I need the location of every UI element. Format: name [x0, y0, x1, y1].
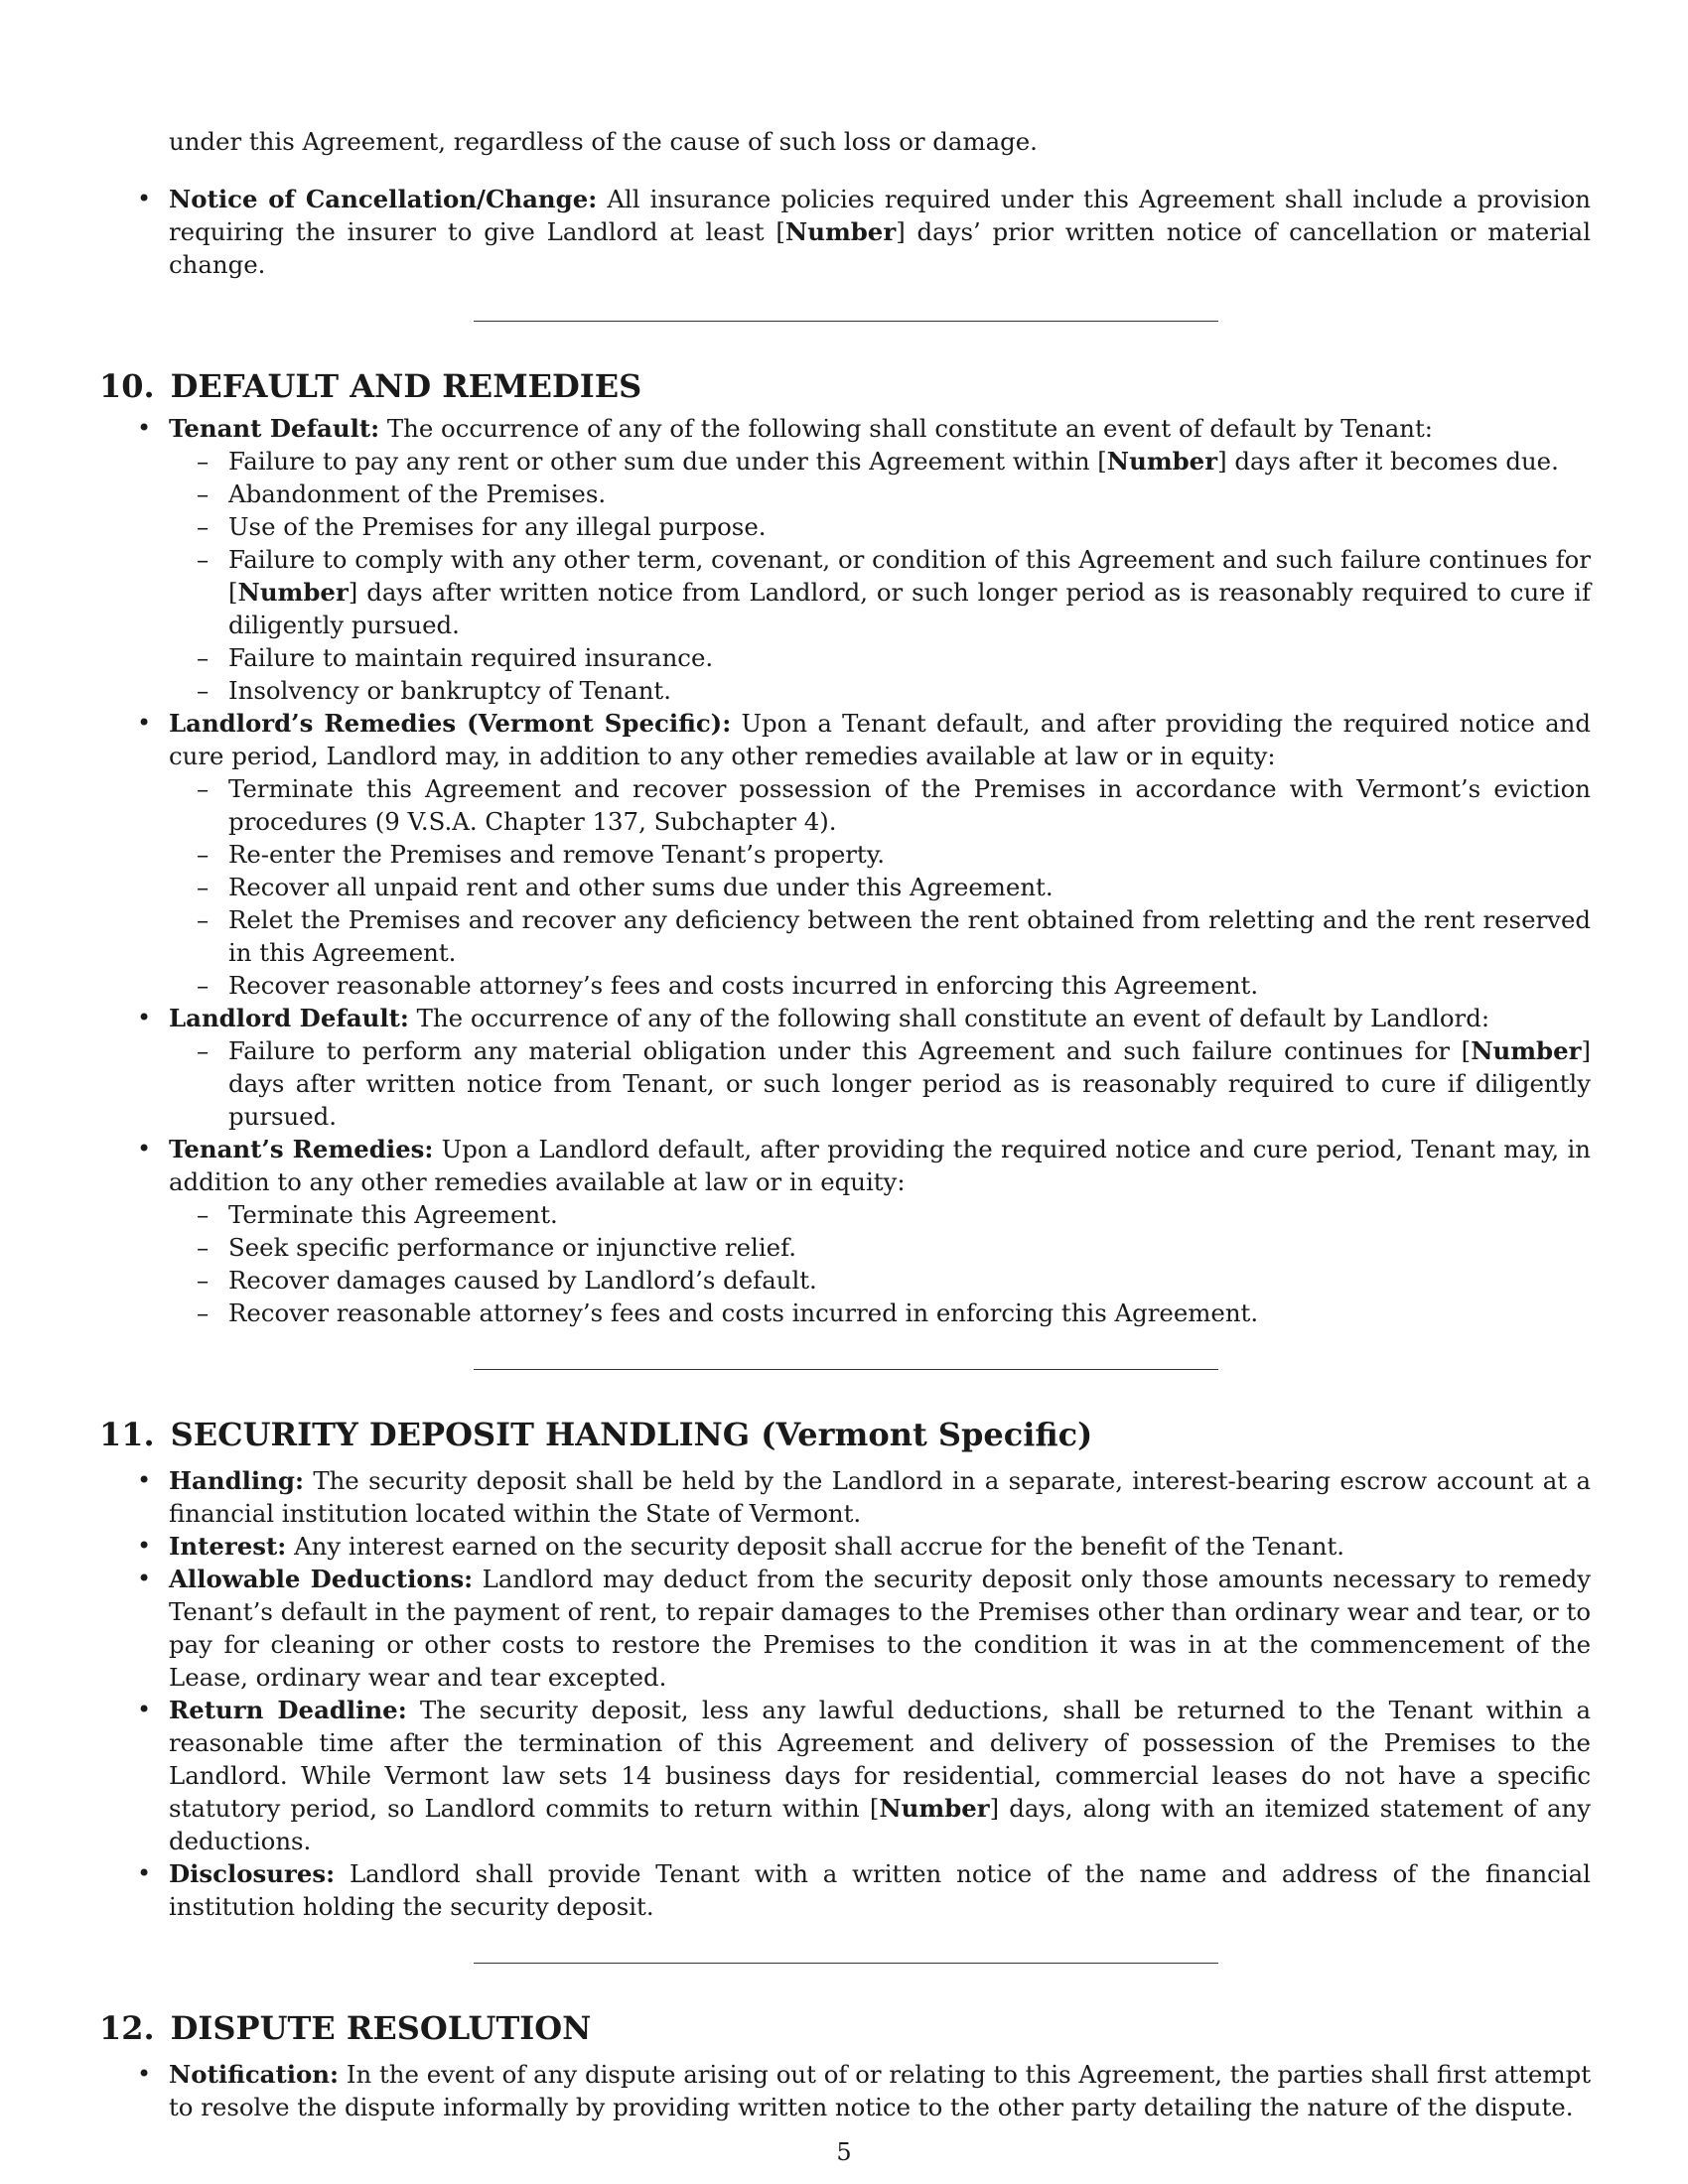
- list-item: – Failure to perform any material obligation under this Agreement and such failure continues for [Number] days after written notice from Tenant, or such longer period as is reasonably required to cure if diligently pursued.: [169, 1034, 1591, 1133]
- list-item: – Failure to pay any rent or other sum due under this Agreement within [Number] days after it becomes due.: [169, 445, 1591, 478]
- section-12-heading: 12. DISPUTE RESOLUTION: [99, 2008, 592, 2047]
- list-item: – Failure to maintain required insurance.: [169, 641, 1591, 674]
- item-label: Return Deadline:: [169, 1695, 407, 1724]
- handling-item: • Handling: The security deposit shall be held by the Landlord in a separate, interest-bearing escrow account at a financial institution located within the State of Vermont.: [99, 1464, 1591, 1530]
- list-item: – Terminate this Agreement.: [169, 1198, 1591, 1231]
- list-item: – Recover reasonable attorney’s fees and costs incurred in enforcing this Agreement.: [169, 969, 1591, 1002]
- section-divider: [474, 321, 1218, 322]
- item-label: Handling:: [169, 1465, 304, 1495]
- item-label: Interest:: [169, 1531, 287, 1561]
- tenant-remedies-item: • Tenant’s Remedies: Upon a Landlord default, after providing the required notice and cure period, Tenant may, in addition to any other remedies available at law or in equity: – Terminate this Agreement. – Seek specific performance or injunctive relief. – Recover damages caused by Landlord’s default. – Recover reasonable attorney’s fees and costs incurred in enforcing this Agreement.: [99, 1133, 1591, 1329]
- list-item: – Re-enter the Premises and remove Tenant’s property.: [169, 838, 1591, 871]
- item-label: Notification:: [169, 2059, 340, 2089]
- insurance-list: [99, 183, 1591, 281]
- list-item: – Use of the Premises for any illegal purpose.: [169, 510, 1591, 543]
- item-label: Tenant’s Remedies:: [169, 1134, 434, 1163]
- section-11-list: [99, 1464, 1591, 1923]
- item-label: Allowable Deductions:: [169, 1564, 474, 1593]
- section-10-heading: 10. DEFAULT AND REMEDIES: [99, 366, 642, 405]
- list-item: – Insolvency or bankruptcy of Tenant.: [169, 674, 1591, 707]
- disclosures-item: • Disclosures: Landlord shall provide Tenant with a written notice of the name and address of the financial institution holding the security deposit.: [99, 1857, 1591, 1923]
- return-deadline-item: • Return Deadline: The security deposit, less any lawful deductions, shall be returned to the Tenant within a reasonable time after the termination of this Agreement and delivery of possession of the Premises to the Landlord. While Vermont law sets 14 business days for residential, commercial leases do not have a specific statutory period, so Landlord commits to return within [Number] days, along with an itemized statement of any deductions.: [99, 1694, 1591, 1857]
- notification-item: • Notification: In the event of any dispute arising out of or relating to this Agreement, the parties shall first attempt to resolve the dispute informally by providing written notice to the other party detailing the nature of the dispute.: [99, 2058, 1591, 2123]
- page-number: 5: [836, 2138, 852, 2166]
- placeholder-number: Number: [879, 1793, 990, 1823]
- list-item: – Recover all unpaid rent and other sums due under this Agreement.: [169, 871, 1591, 903]
- insurance-continuation: under this Agreement, regardless of the cause of such loss or damage.: [169, 127, 1038, 157]
- tenant-remedies-sublist: [169, 1198, 1591, 1329]
- item-label: Tenant Default:: [169, 413, 380, 443]
- item-label: Landlord’s Remedies (Vermont Specific):: [169, 708, 732, 738]
- section-divider: [474, 1369, 1218, 1370]
- section-10-list: [99, 412, 1591, 1329]
- item-label: Notice of Cancellation/Change:: [169, 184, 598, 213]
- list-item: – Seek specific performance or injunctive relief.: [169, 1231, 1591, 1264]
- section-11-heading: 11. SECURITY DEPOSIT HANDLING (Vermont Specific): [99, 1415, 1093, 1453]
- interest-item: • Interest: Any interest earned on the security deposit shall accrue for the benefit of the Tenant.: [99, 1530, 1591, 1563]
- tenant-default-item: • Tenant Default: The occurrence of any of the following shall constitute an event of default by Tenant: – Failure to pay any rent or other sum due under this Agreement within [Number] days after it becomes due. – Abandonment of the Premises. – Use of the Premises for any illegal purpose. – Failure to comply with any other term, covenant, or condition of this Agreement and such failure continues for [Number] days after written notice from Landlord, or such longer period as is reasonably required to cure if diligently pursued. – Failure to maintain required insurance. – Insolvency or bankruptcy of Tenant.: [99, 412, 1591, 707]
- landlord-remedies-sublist: [169, 772, 1591, 1002]
- list-item: – Abandonment of the Premises.: [169, 478, 1591, 510]
- item-label: Disclosures:: [169, 1858, 336, 1888]
- placeholder-number: Number: [1471, 1035, 1582, 1065]
- placeholder-number: Number: [1106, 446, 1218, 476]
- section-12-list: [99, 2058, 1591, 2123]
- list-item: – Failure to comply with any other term, covenant, or condition of this Agreement and such failure continues for [Number] days after written notice from Landlord, or such longer period as is reasonably required to cure if diligently pursued.: [169, 543, 1591, 641]
- item-label: Landlord Default:: [169, 1003, 409, 1032]
- list-item: – Recover reasonable attorney’s fees and costs incurred in enforcing this Agreement.: [169, 1297, 1591, 1329]
- placeholder-number: Number: [237, 577, 349, 607]
- list-item: – Relet the Premises and recover any deficiency between the rent obtained from reletting and the rent reserved in this Agreement.: [169, 903, 1591, 969]
- placeholder-number: Number: [784, 216, 897, 246]
- landlord-default-item: • Landlord Default: The occurrence of any of the following shall constitute an event of default by Landlord: – Failure to perform any material obligation under this Agreement and such failure continues for [Number] days after written notice from Tenant, or such longer period as is reasonably required to cure if diligently pursued.: [99, 1002, 1591, 1133]
- landlord-remedies-item: • Landlord’s Remedies (Vermont Specific): Upon a Tenant default, and after providing the required notice and cure period, Landlord may, in addition to any other remedies available at law or in equity: – Terminate this Agreement and recover possession of the Premises in accordance with Vermont’s eviction procedures (9 V.S.A. Chapter 137, Subchapter 4). – Re-enter the Premises and remove Tenant’s property. – Recover all unpaid rent and other sums due under this Agreement. – Relet the Premises and recover any deficiency between the rent obtained from reletting and the rent reserved in this Agreement. – Recover reasonable attorney’s fees and costs incurred in enforcing this Agreement.: [99, 707, 1591, 1002]
- tenant-default-sublist: [169, 445, 1591, 707]
- list-item: – Recover damages caused by Landlord’s default.: [169, 1264, 1591, 1297]
- landlord-default-sublist: [169, 1034, 1591, 1133]
- allowable-deductions-item: • Allowable Deductions: Landlord may deduct from the security deposit only those amounts necessary to remedy Tenant’s default in the payment of rent, to repair damages to the Premises other than ordinary wear and tear, or to pay for cleaning or other costs to restore the Premises to the condition it was in at the commencement of the Lease, ordinary wear and tear excepted.: [99, 1563, 1591, 1694]
- list-item: – Terminate this Agreement and recover possession of the Premises in accordance with Vermont’s eviction procedures (9 V.S.A. Chapter 137, Subchapter 4).: [169, 772, 1591, 838]
- page-content: [99, 101, 1591, 2123]
- section-divider: [474, 1963, 1218, 1964]
- notice-of-cancellation-item: • Notice of Cancellation/Change: All insurance policies required under this Agreement shall include a provision requiring the insurer to give Landlord at least [Number] days’ prior written notice of cancellation or material change.: [99, 183, 1591, 281]
